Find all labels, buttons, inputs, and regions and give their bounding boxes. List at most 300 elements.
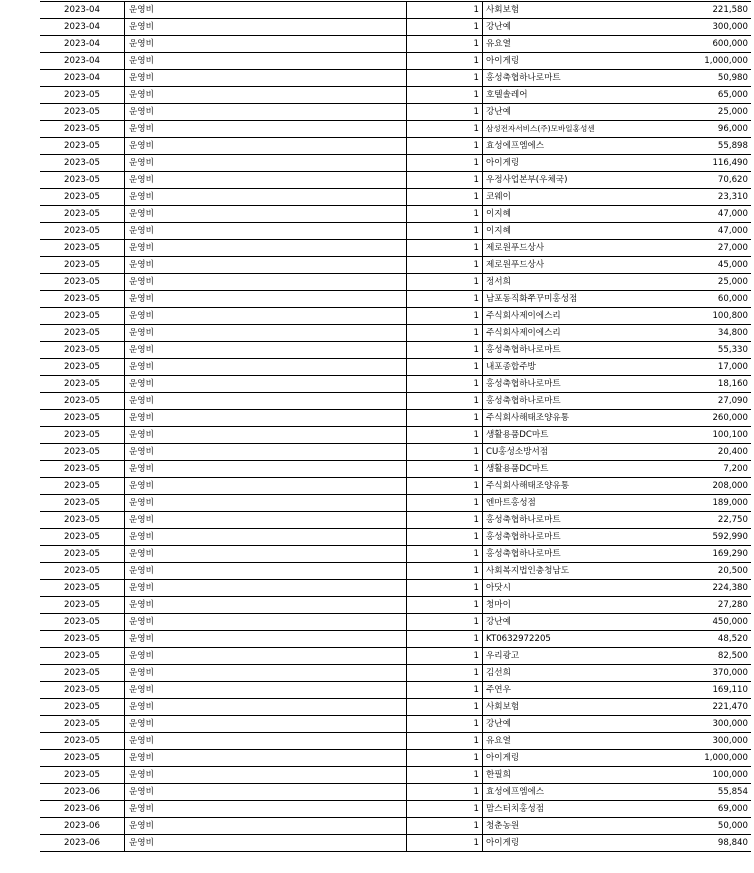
- table-row: [40, 801, 751, 818]
- vendor-cell: 사회보험: [483, 699, 659, 716]
- vendor-cell: 효성에프엠에스: [483, 138, 659, 155]
- quantity-cell: 1: [407, 189, 483, 206]
- category-cell: 운영비: [125, 189, 407, 206]
- month-cell: 2023-06: [40, 818, 125, 835]
- category-cell: 운영비: [125, 172, 407, 189]
- month-cell: 2023-05: [40, 206, 125, 223]
- vendor-cell: 호텔솔레어: [483, 87, 659, 104]
- quantity-cell: 1: [407, 2, 483, 19]
- category-cell: 운영비: [125, 53, 407, 70]
- vendor-cell: 아이게링: [483, 155, 659, 172]
- vendor-cell: 청마이: [483, 597, 659, 614]
- amount-cell: 20,500: [658, 563, 751, 580]
- quantity-cell: 1: [407, 138, 483, 155]
- vendor-cell: 유요열: [483, 733, 659, 750]
- amount-cell: 25,000: [658, 274, 751, 291]
- month-cell: 2023-04: [40, 53, 125, 70]
- amount-cell: 96,000: [658, 121, 751, 138]
- table-row: [40, 682, 751, 699]
- amount-cell: 27,280: [658, 597, 751, 614]
- month-cell: 2023-05: [40, 138, 125, 155]
- table-row: [40, 172, 751, 189]
- quantity-cell: 1: [407, 461, 483, 478]
- table-row: [40, 665, 751, 682]
- amount-cell: 55,854: [658, 784, 751, 801]
- quantity-cell: 1: [407, 240, 483, 257]
- month-cell: 2023-05: [40, 376, 125, 393]
- category-cell: 운영비: [125, 801, 407, 818]
- amount-cell: 300,000: [658, 19, 751, 36]
- month-cell: 2023-05: [40, 478, 125, 495]
- quantity-cell: 1: [407, 648, 483, 665]
- table-row: [40, 648, 751, 665]
- category-cell: 운영비: [125, 665, 407, 682]
- table-row: [40, 19, 751, 36]
- quantity-cell: 1: [407, 767, 483, 784]
- vendor-cell: 주연우: [483, 682, 659, 699]
- quantity-cell: 1: [407, 699, 483, 716]
- month-cell: 2023-06: [40, 784, 125, 801]
- quantity-cell: 1: [407, 274, 483, 291]
- vendor-cell: 강난예: [483, 614, 659, 631]
- vendor-cell: 김선희: [483, 665, 659, 682]
- category-cell: 운영비: [125, 138, 407, 155]
- month-cell: 2023-05: [40, 87, 125, 104]
- table-row: [40, 342, 751, 359]
- month-cell: 2023-05: [40, 121, 125, 138]
- month-cell: 2023-05: [40, 325, 125, 342]
- month-cell: 2023-05: [40, 223, 125, 240]
- category-cell: 운영비: [125, 750, 407, 767]
- category-cell: 운영비: [125, 155, 407, 172]
- table-row: [40, 529, 751, 546]
- month-cell: 2023-05: [40, 529, 125, 546]
- month-cell: 2023-05: [40, 274, 125, 291]
- category-cell: 운영비: [125, 614, 407, 631]
- quantity-cell: 1: [407, 36, 483, 53]
- vendor-cell: 홍성축협하나로마트: [483, 512, 659, 529]
- table-row: [40, 53, 751, 70]
- table-row: [40, 546, 751, 563]
- category-cell: 운영비: [125, 580, 407, 597]
- quantity-cell: 1: [407, 682, 483, 699]
- vendor-cell: 주식회사제이에스리: [483, 308, 659, 325]
- amount-cell: 224,380: [658, 580, 751, 597]
- table-row: [40, 393, 751, 410]
- amount-cell: 98,840: [658, 835, 751, 852]
- table-row: [40, 189, 751, 206]
- month-cell: 2023-05: [40, 240, 125, 257]
- vendor-cell: 아이게링: [483, 750, 659, 767]
- category-cell: 운영비: [125, 393, 407, 410]
- month-cell: 2023-05: [40, 563, 125, 580]
- vendor-cell: 주식회사해태조양유통: [483, 410, 659, 427]
- category-cell: 운영비: [125, 495, 407, 512]
- vendor-cell: 강난예: [483, 716, 659, 733]
- vendor-cell: 사회복지법인충청남도: [483, 563, 659, 580]
- quantity-cell: 1: [407, 393, 483, 410]
- category-cell: 운영비: [125, 36, 407, 53]
- amount-cell: 592,990: [658, 529, 751, 546]
- vendor-cell: 강난예: [483, 19, 659, 36]
- category-cell: 운영비: [125, 699, 407, 716]
- amount-cell: 27,090: [658, 393, 751, 410]
- category-cell: 운영비: [125, 121, 407, 138]
- category-cell: 운영비: [125, 223, 407, 240]
- amount-cell: 60,000: [658, 291, 751, 308]
- category-cell: 운영비: [125, 733, 407, 750]
- quantity-cell: 1: [407, 818, 483, 835]
- month-cell: 2023-05: [40, 580, 125, 597]
- vendor-cell: 이지혜: [483, 223, 659, 240]
- table-row: [40, 818, 751, 835]
- amount-cell: 20,400: [658, 444, 751, 461]
- table-row: [40, 631, 751, 648]
- amount-cell: 260,000: [658, 410, 751, 427]
- quantity-cell: 1: [407, 121, 483, 138]
- quantity-cell: 1: [407, 104, 483, 121]
- category-cell: 운영비: [125, 342, 407, 359]
- quantity-cell: 1: [407, 70, 483, 87]
- quantity-cell: 1: [407, 597, 483, 614]
- category-cell: 운영비: [125, 291, 407, 308]
- quantity-cell: 1: [407, 206, 483, 223]
- table-row: [40, 835, 751, 852]
- table-row: [40, 478, 751, 495]
- vendor-cell: 홍성축협하나로마트: [483, 546, 659, 563]
- category-cell: 운영비: [125, 257, 407, 274]
- quantity-cell: 1: [407, 359, 483, 376]
- vendor-cell: 생활용품DC마트: [483, 427, 659, 444]
- quantity-cell: 1: [407, 716, 483, 733]
- category-cell: 운영비: [125, 87, 407, 104]
- amount-cell: 55,330: [658, 342, 751, 359]
- category-cell: 운영비: [125, 427, 407, 444]
- amount-cell: 34,800: [658, 325, 751, 342]
- vendor-cell: 청춘농원: [483, 818, 659, 835]
- category-cell: 운영비: [125, 835, 407, 852]
- amount-cell: 65,000: [658, 87, 751, 104]
- category-cell: 운영비: [125, 818, 407, 835]
- amount-cell: 189,000: [658, 495, 751, 512]
- month-cell: 2023-05: [40, 682, 125, 699]
- month-cell: 2023-05: [40, 631, 125, 648]
- category-cell: 운영비: [125, 206, 407, 223]
- table-row: [40, 155, 751, 172]
- table-row: [40, 240, 751, 257]
- amount-cell: 47,000: [658, 223, 751, 240]
- amount-cell: 70,620: [658, 172, 751, 189]
- amount-cell: 300,000: [658, 733, 751, 750]
- amount-cell: 82,500: [658, 648, 751, 665]
- amount-cell: 22,750: [658, 512, 751, 529]
- vendor-cell: 아이게링: [483, 835, 659, 852]
- month-cell: 2023-05: [40, 155, 125, 172]
- table-row: [40, 87, 751, 104]
- table-row: [40, 784, 751, 801]
- table-row: [40, 410, 751, 427]
- vendor-cell: 한필희: [483, 767, 659, 784]
- vendor-cell: 아닷시: [483, 580, 659, 597]
- month-cell: 2023-05: [40, 461, 125, 478]
- month-cell: 2023-05: [40, 767, 125, 784]
- vendor-cell: 제로원푸드상사: [483, 257, 659, 274]
- category-cell: 운영비: [125, 308, 407, 325]
- table-row: [40, 716, 751, 733]
- quantity-cell: 1: [407, 19, 483, 36]
- table-row: [40, 563, 751, 580]
- category-cell: 운영비: [125, 359, 407, 376]
- category-cell: 운영비: [125, 461, 407, 478]
- table-row: [40, 291, 751, 308]
- month-cell: 2023-05: [40, 716, 125, 733]
- month-cell: 2023-04: [40, 36, 125, 53]
- month-cell: 2023-05: [40, 410, 125, 427]
- table-row: [40, 274, 751, 291]
- vendor-cell: 삼성전자서비스(주)모바일홍성센: [483, 121, 659, 138]
- category-cell: 운영비: [125, 597, 407, 614]
- quantity-cell: 1: [407, 546, 483, 563]
- expense-ledger-table: [40, 1, 751, 852]
- vendor-cell: 주식회사제이에스리: [483, 325, 659, 342]
- amount-cell: 18,160: [658, 376, 751, 393]
- category-cell: 운영비: [125, 478, 407, 495]
- category-cell: 운영비: [125, 648, 407, 665]
- vendor-cell: 우정사업본부(우체국): [483, 172, 659, 189]
- amount-cell: 169,110: [658, 682, 751, 699]
- category-cell: 운영비: [125, 716, 407, 733]
- amount-cell: 208,000: [658, 478, 751, 495]
- month-cell: 2023-05: [40, 495, 125, 512]
- category-cell: 운영비: [125, 410, 407, 427]
- table-row: [40, 427, 751, 444]
- amount-cell: 1,000,000: [658, 53, 751, 70]
- category-cell: 운영비: [125, 512, 407, 529]
- table-row: [40, 257, 751, 274]
- quantity-cell: 1: [407, 512, 483, 529]
- category-cell: 운영비: [125, 19, 407, 36]
- amount-cell: 300,000: [658, 716, 751, 733]
- quantity-cell: 1: [407, 410, 483, 427]
- quantity-cell: 1: [407, 342, 483, 359]
- quantity-cell: 1: [407, 308, 483, 325]
- table-row: [40, 512, 751, 529]
- quantity-cell: 1: [407, 835, 483, 852]
- amount-cell: 50,980: [658, 70, 751, 87]
- amount-cell: 1,000,000: [658, 750, 751, 767]
- vendor-cell: 내포종합주방: [483, 359, 659, 376]
- category-cell: 운영비: [125, 682, 407, 699]
- quantity-cell: 1: [407, 563, 483, 580]
- category-cell: 운영비: [125, 70, 407, 87]
- table-row: [40, 699, 751, 716]
- month-cell: 2023-05: [40, 291, 125, 308]
- table-row: [40, 767, 751, 784]
- quantity-cell: 1: [407, 291, 483, 308]
- month-cell: 2023-05: [40, 393, 125, 410]
- vendor-cell: 코웨이: [483, 189, 659, 206]
- table-row: [40, 308, 751, 325]
- category-cell: 운영비: [125, 2, 407, 19]
- amount-cell: 600,000: [658, 36, 751, 53]
- vendor-cell: 홍성축협하나로마트: [483, 393, 659, 410]
- table-row: [40, 70, 751, 87]
- table-row: [40, 580, 751, 597]
- amount-cell: 100,000: [658, 767, 751, 784]
- category-cell: 운영비: [125, 631, 407, 648]
- month-cell: 2023-05: [40, 699, 125, 716]
- amount-cell: 169,290: [658, 546, 751, 563]
- quantity-cell: 1: [407, 529, 483, 546]
- vendor-cell: 홍성축협하나로마트: [483, 342, 659, 359]
- amount-cell: 25,000: [658, 104, 751, 121]
- quantity-cell: 1: [407, 257, 483, 274]
- quantity-cell: 1: [407, 733, 483, 750]
- category-cell: 운영비: [125, 767, 407, 784]
- vendor-cell: 정서희: [483, 274, 659, 291]
- quantity-cell: 1: [407, 444, 483, 461]
- month-cell: 2023-05: [40, 308, 125, 325]
- amount-cell: 69,000: [658, 801, 751, 818]
- table-row: [40, 2, 751, 19]
- table-row: [40, 359, 751, 376]
- table-row: [40, 325, 751, 342]
- vendor-cell: KT0632972205: [483, 631, 659, 648]
- month-cell: 2023-05: [40, 257, 125, 274]
- amount-cell: 48,520: [658, 631, 751, 648]
- amount-cell: 370,000: [658, 665, 751, 682]
- quantity-cell: 1: [407, 325, 483, 342]
- month-cell: 2023-05: [40, 750, 125, 767]
- vendor-cell: 아이게링: [483, 53, 659, 70]
- month-cell: 2023-06: [40, 801, 125, 818]
- amount-cell: 221,580: [658, 2, 751, 19]
- quantity-cell: 1: [407, 665, 483, 682]
- category-cell: 운영비: [125, 325, 407, 342]
- month-cell: 2023-05: [40, 648, 125, 665]
- quantity-cell: 1: [407, 87, 483, 104]
- vendor-cell: CU홍성소방서점: [483, 444, 659, 461]
- quantity-cell: 1: [407, 580, 483, 597]
- quantity-cell: 1: [407, 478, 483, 495]
- vendor-cell: 사회보험: [483, 2, 659, 19]
- category-cell: 운영비: [125, 104, 407, 121]
- table-row: [40, 733, 751, 750]
- quantity-cell: 1: [407, 750, 483, 767]
- month-cell: 2023-05: [40, 665, 125, 682]
- table-row: [40, 495, 751, 512]
- amount-cell: 221,470: [658, 699, 751, 716]
- vendor-cell: 이지혜: [483, 206, 659, 223]
- table-row: [40, 206, 751, 223]
- vendor-cell: 남포동직화쭈꾸미홍성점: [483, 291, 659, 308]
- table-row: [40, 444, 751, 461]
- table-row: [40, 597, 751, 614]
- table-row: [40, 750, 751, 767]
- quantity-cell: 1: [407, 155, 483, 172]
- table-row: [40, 36, 751, 53]
- vendor-cell: 우리광고: [483, 648, 659, 665]
- month-cell: 2023-05: [40, 546, 125, 563]
- vendor-cell: 제로원푸드상사: [483, 240, 659, 257]
- month-cell: 2023-06: [40, 835, 125, 852]
- vendor-cell: 유요열: [483, 36, 659, 53]
- vendor-cell: 생활용품DC마트: [483, 461, 659, 478]
- quantity-cell: 1: [407, 376, 483, 393]
- month-cell: 2023-05: [40, 359, 125, 376]
- table-row: [40, 461, 751, 478]
- category-cell: 운영비: [125, 546, 407, 563]
- category-cell: 운영비: [125, 444, 407, 461]
- month-cell: 2023-05: [40, 444, 125, 461]
- month-cell: 2023-05: [40, 172, 125, 189]
- vendor-cell: 엔마트홍성점: [483, 495, 659, 512]
- vendor-cell: 강난예: [483, 104, 659, 121]
- amount-cell: 50,000: [658, 818, 751, 835]
- category-cell: 운영비: [125, 784, 407, 801]
- category-cell: 운영비: [125, 529, 407, 546]
- vendor-cell: 주식회사해태조양유통: [483, 478, 659, 495]
- table-row: [40, 121, 751, 138]
- month-cell: 2023-05: [40, 733, 125, 750]
- vendor-cell: 홍성축협하나로마트: [483, 376, 659, 393]
- quantity-cell: 1: [407, 172, 483, 189]
- quantity-cell: 1: [407, 223, 483, 240]
- quantity-cell: 1: [407, 784, 483, 801]
- quantity-cell: 1: [407, 801, 483, 818]
- month-cell: 2023-05: [40, 614, 125, 631]
- ledger-body: [40, 2, 751, 852]
- table-row: [40, 614, 751, 631]
- month-cell: 2023-05: [40, 189, 125, 206]
- month-cell: 2023-05: [40, 342, 125, 359]
- quantity-cell: 1: [407, 495, 483, 512]
- quantity-cell: 1: [407, 53, 483, 70]
- category-cell: 운영비: [125, 274, 407, 291]
- amount-cell: 47,000: [658, 206, 751, 223]
- table-row: [40, 376, 751, 393]
- category-cell: 운영비: [125, 376, 407, 393]
- amount-cell: 450,000: [658, 614, 751, 631]
- quantity-cell: 1: [407, 631, 483, 648]
- month-cell: 2023-05: [40, 512, 125, 529]
- quantity-cell: 1: [407, 614, 483, 631]
- table-row: [40, 138, 751, 155]
- amount-cell: 7,200: [658, 461, 751, 478]
- month-cell: 2023-05: [40, 427, 125, 444]
- amount-cell: 45,000: [658, 257, 751, 274]
- month-cell: 2023-04: [40, 19, 125, 36]
- month-cell: 2023-04: [40, 2, 125, 19]
- category-cell: 운영비: [125, 240, 407, 257]
- vendor-cell: 효성에프엠에스: [483, 784, 659, 801]
- amount-cell: 17,000: [658, 359, 751, 376]
- amount-cell: 23,310: [658, 189, 751, 206]
- amount-cell: 100,800: [658, 308, 751, 325]
- vendor-cell: 홍성축협하나로마트: [483, 70, 659, 87]
- category-cell: 운영비: [125, 563, 407, 580]
- amount-cell: 27,000: [658, 240, 751, 257]
- vendor-cell: 홍성축협하나로마트: [483, 529, 659, 546]
- amount-cell: 116,490: [658, 155, 751, 172]
- month-cell: 2023-05: [40, 597, 125, 614]
- month-cell: 2023-05: [40, 104, 125, 121]
- vendor-cell: 맘스터치홍성점: [483, 801, 659, 818]
- table-row: [40, 223, 751, 240]
- table-row: [40, 104, 751, 121]
- amount-cell: 100,100: [658, 427, 751, 444]
- amount-cell: 55,898: [658, 138, 751, 155]
